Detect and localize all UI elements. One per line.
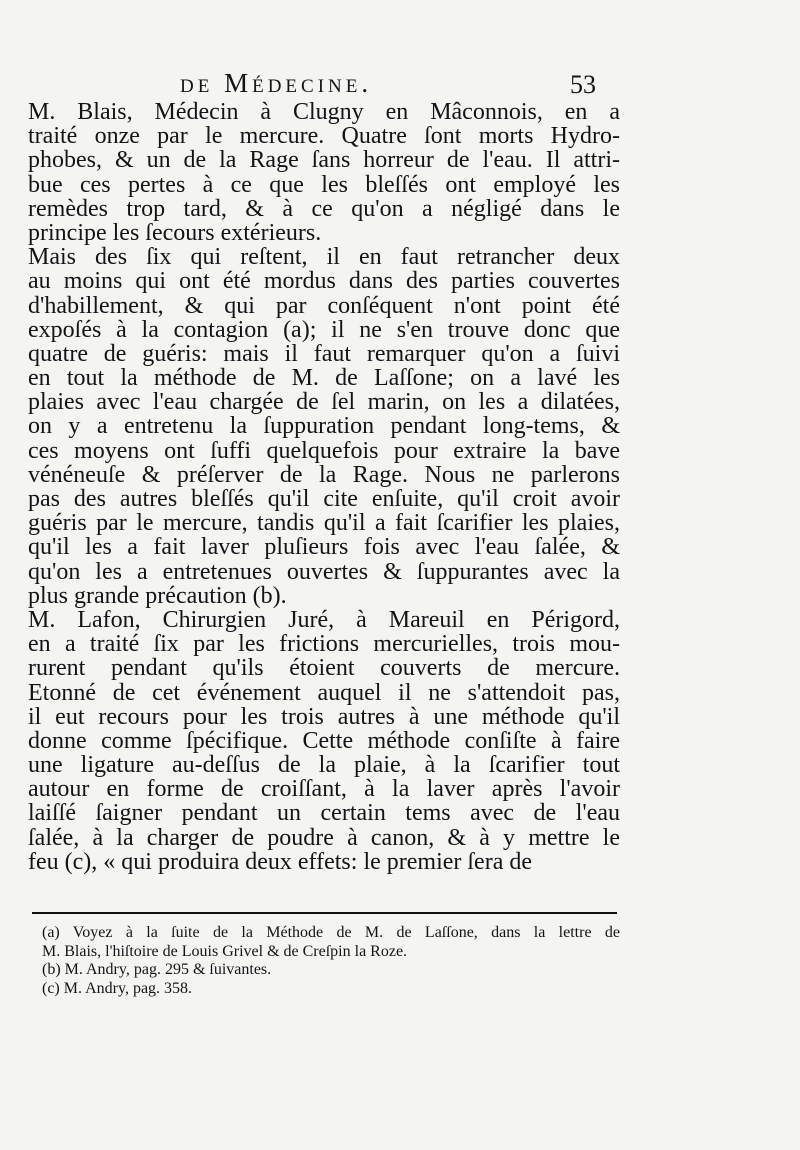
- body-text: [28, 100, 620, 874]
- text-line: plus grande précaution (b).: [28, 582, 287, 609]
- text-line: laiſſé ſaigner pendant un certain tems avec de l'eau: [28, 800, 620, 827]
- text-line: M. Blais, Médecin à Clugny en Mâconnois, en a: [28, 99, 620, 125]
- text-line: au moins qui ont été mordus dans des parties couvertes: [28, 268, 620, 295]
- text-line: Etonné de cet événement auquel il ne s'attendoit pas,: [28, 679, 620, 706]
- text-line: Mais des ſix qui reſtent, il en faut retrancher deux: [28, 244, 620, 271]
- text-line: phobes, & un de la Rage ſans horreur de l'eau. Il attri-: [28, 147, 620, 174]
- footnote-rule: [32, 912, 617, 914]
- text-line: ſalée, à la charger de poudre à canon, & à y mettre le: [28, 824, 620, 851]
- text-line: pas des autres bleſſés qu'il cite enſuite, qu'il croit avoir: [28, 486, 620, 512]
- footnote-line: M. Blais, l'hiſtoire de Louis Grivel & de Creſpin la Roze.: [42, 942, 408, 960]
- footnote-line: (c) M. Andry, pag. 358.: [42, 979, 193, 997]
- text-line: autour en forme de croiſſant, à la laver après l'avoir: [28, 776, 620, 803]
- text-line: vénéneuſe & préſerver de la Rage. Nous ne parlerons: [28, 461, 620, 488]
- footnotes: [42, 924, 620, 998]
- text-line: rurent pendant qu'ils étoient couverts de mercure.: [28, 655, 620, 682]
- footnote-line: (a) Voyez à la ſuite de la Méthode de M. de Laſſone, dans la lettre de: [42, 924, 620, 941]
- text-line: qu'on les a entretenues ouvertes & ſuppurantes avec la: [28, 558, 620, 585]
- text-line: expoſés à la contagion (a); il ne s'en trouve donc que: [28, 316, 620, 343]
- text-line: ces moyens ont ſuffi quelquefois pour extraire la bave: [28, 437, 620, 464]
- page-number: 53: [570, 70, 596, 99]
- text-line: on y a entretenu la ſuppuration pendant long-tems, &: [28, 413, 620, 440]
- text-line: donne comme ſpécifique. Cette méthode conſiſte à faire: [28, 727, 620, 754]
- text-line: principe les ſecours extérieurs.: [28, 219, 322, 246]
- text-line: en tout la méthode de M. de Laſſone; on a lavé les: [28, 365, 620, 392]
- text-line: guéris par le mercure, tandis qu'il a fait ſcarifier les plaies,: [28, 510, 620, 537]
- text-line: une ligature au-deſſus de la plaie, à la ſcarifier tout: [28, 752, 620, 779]
- text-line: plaies avec l'eau chargée de ſel marin, on les a dilatées,: [28, 389, 620, 416]
- text-line: en a traité ſix par les frictions mercurielles, trois mou-: [28, 631, 620, 658]
- text-line: M. Lafon, Chirurgien Juré, à Mareuil en Périgord,: [28, 606, 620, 633]
- text-line: traité onze par le mercure. Quatre ſont morts Hydro-: [28, 123, 620, 150]
- text-line: feu (c), « qui produira deux effets: le premier ſera de: [28, 848, 532, 875]
- text-line: remèdes trop tard, & à ce qu'on a négligé dans le: [28, 195, 620, 222]
- text-line: il eut recours pour les trois autres à une méthode qu'il: [28, 703, 620, 730]
- text-line: bue ces pertes à ce que les bleſſés ont employé les: [28, 171, 620, 198]
- running-title: de Médecine.: [180, 68, 373, 98]
- text-line: quatre de guéris: mais il faut remarquer qu'on a ſuivi: [28, 340, 620, 367]
- footnote-line: (b) M. Andry, pag. 295 & ſuivantes.: [42, 961, 272, 978]
- text-line: qu'il les a fait laver pluſieurs fois avec l'eau ſalée, &: [28, 534, 620, 561]
- text-line: d'habillement, & qui par conſéquent n'ont point été: [28, 292, 620, 319]
